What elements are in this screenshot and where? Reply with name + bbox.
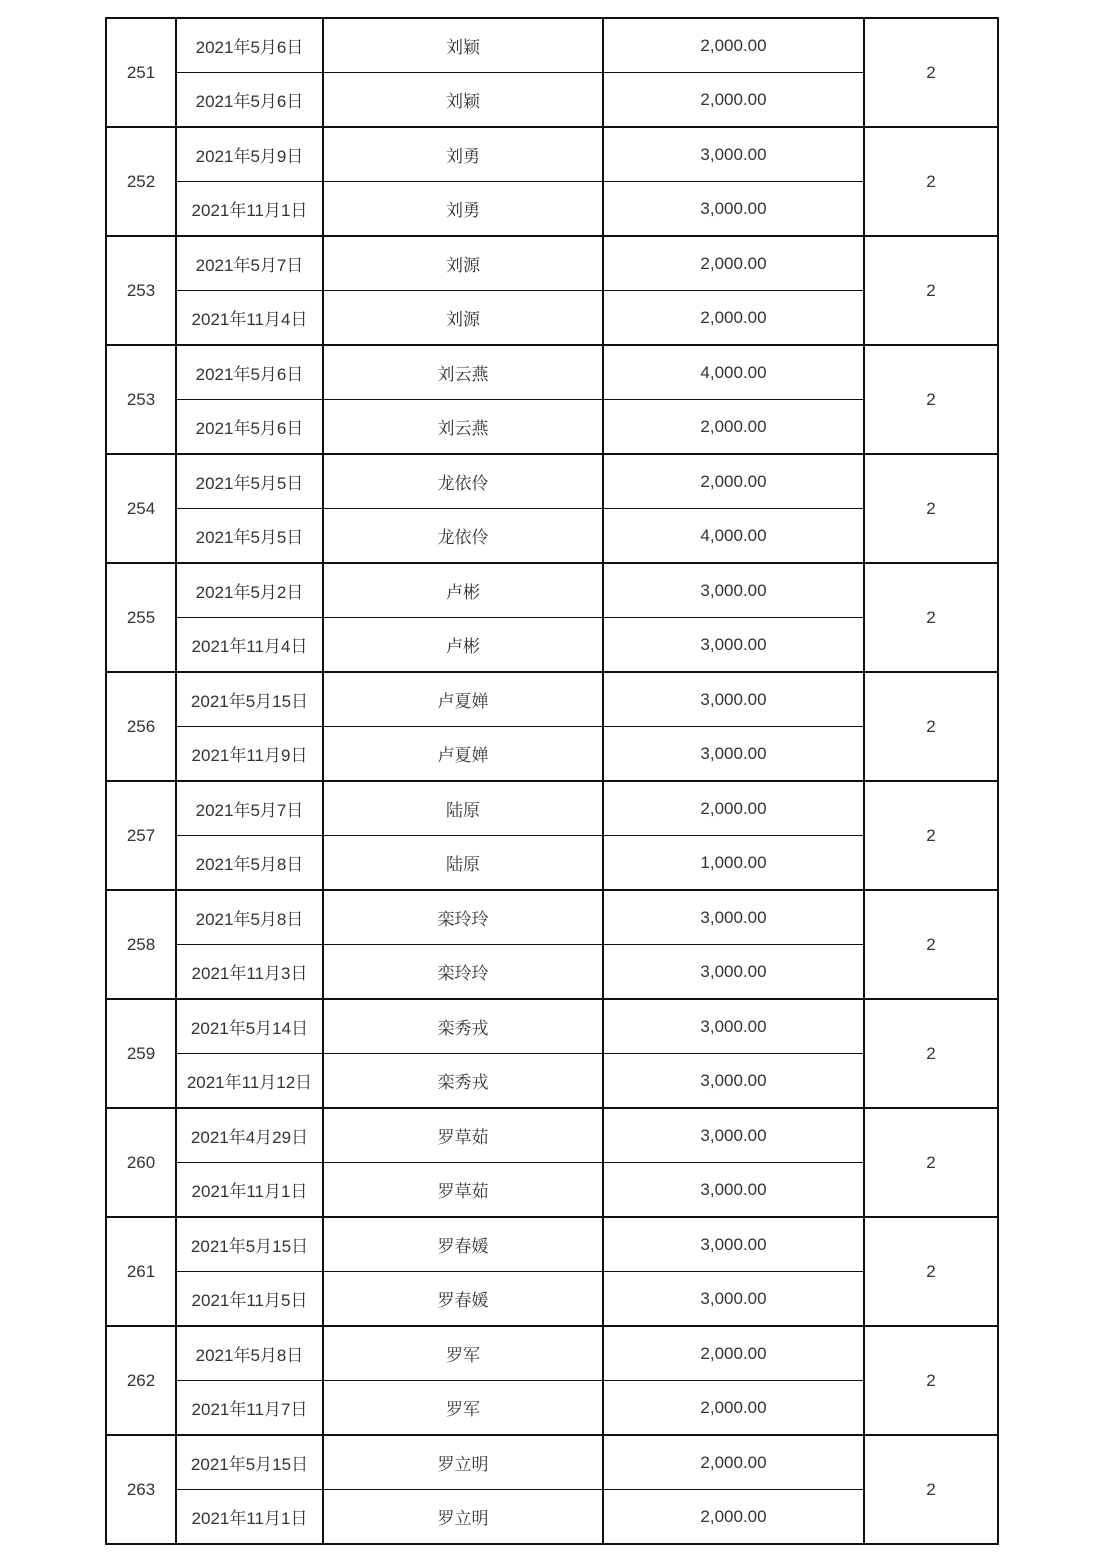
date-cell: 2021年5月2日 xyxy=(176,563,323,618)
date-cell: 2021年11月5日 xyxy=(176,1272,323,1327)
name-cell: 栾秀戎 xyxy=(323,999,603,1054)
date-cell: 2021年5月15日 xyxy=(176,1217,323,1272)
date-cell: 2021年5月5日 xyxy=(176,509,323,564)
row-number-cell: 262 xyxy=(106,1326,176,1435)
row-number-cell: 256 xyxy=(106,672,176,781)
date-cell: 2021年5月7日 xyxy=(176,781,323,836)
name-cell: 刘云燕 xyxy=(323,345,603,400)
count-cell: 2 xyxy=(864,890,998,999)
table-row xyxy=(106,345,998,400)
name-cell: 刘勇 xyxy=(323,127,603,182)
payment-ledger-table xyxy=(105,17,999,1545)
date-cell: 2021年11月4日 xyxy=(176,291,323,346)
date-cell: 2021年11月12日 xyxy=(176,1054,323,1109)
date-cell: 2021年11月1日 xyxy=(176,1490,323,1545)
amount-cell: 3,000.00 xyxy=(603,1054,864,1109)
amount-cell: 3,000.00 xyxy=(603,945,864,1000)
name-cell: 罗军 xyxy=(323,1381,603,1436)
row-number-cell: 254 xyxy=(106,454,176,563)
count-cell: 2 xyxy=(864,563,998,672)
amount-cell: 3,000.00 xyxy=(603,127,864,182)
count-cell: 2 xyxy=(864,1108,998,1217)
table-row xyxy=(106,999,998,1054)
date-cell: 2021年5月7日 xyxy=(176,236,323,291)
date-cell: 2021年5月6日 xyxy=(176,18,323,73)
name-cell: 刘源 xyxy=(323,291,603,346)
row-number-cell: 263 xyxy=(106,1435,176,1544)
name-cell: 陆原 xyxy=(323,781,603,836)
table-row xyxy=(106,1108,998,1163)
amount-cell: 2,000.00 xyxy=(603,1381,864,1436)
name-cell: 刘源 xyxy=(323,236,603,291)
table-row xyxy=(106,236,998,291)
amount-cell: 3,000.00 xyxy=(603,1163,864,1218)
row-number-cell: 261 xyxy=(106,1217,176,1326)
amount-cell: 4,000.00 xyxy=(603,509,864,564)
amount-cell: 3,000.00 xyxy=(603,1272,864,1327)
name-cell: 刘颖 xyxy=(323,18,603,73)
table-row xyxy=(106,781,998,836)
table-row xyxy=(106,1326,998,1381)
amount-cell: 2,000.00 xyxy=(603,454,864,509)
name-cell: 刘云燕 xyxy=(323,400,603,455)
amount-cell: 3,000.00 xyxy=(603,727,864,782)
amount-cell: 2,000.00 xyxy=(603,400,864,455)
name-cell: 栾玲玲 xyxy=(323,945,603,1000)
count-cell: 2 xyxy=(864,1217,998,1326)
date-cell: 2021年11月7日 xyxy=(176,1381,323,1436)
name-cell: 龙依伶 xyxy=(323,454,603,509)
amount-cell: 3,000.00 xyxy=(603,999,864,1054)
row-number-cell: 251 xyxy=(106,18,176,127)
table-body xyxy=(106,18,998,1544)
date-cell: 2021年5月6日 xyxy=(176,345,323,400)
table-row xyxy=(106,672,998,727)
name-cell: 罗春媛 xyxy=(323,1217,603,1272)
date-cell: 2021年11月1日 xyxy=(176,1163,323,1218)
row-number-cell: 253 xyxy=(106,345,176,454)
row-number-cell: 255 xyxy=(106,563,176,672)
date-cell: 2021年5月14日 xyxy=(176,999,323,1054)
name-cell: 刘颖 xyxy=(323,73,603,128)
date-cell: 2021年5月9日 xyxy=(176,127,323,182)
name-cell: 罗草茹 xyxy=(323,1108,603,1163)
table-row xyxy=(106,563,998,618)
name-cell: 刘勇 xyxy=(323,182,603,237)
date-cell: 2021年5月8日 xyxy=(176,1326,323,1381)
date-cell: 2021年5月15日 xyxy=(176,1435,323,1490)
table-row xyxy=(106,127,998,182)
table-row xyxy=(106,1217,998,1272)
name-cell: 栾秀戎 xyxy=(323,1054,603,1109)
count-cell: 2 xyxy=(864,1435,998,1544)
name-cell: 罗立明 xyxy=(323,1435,603,1490)
name-cell: 卢彬 xyxy=(323,618,603,673)
name-cell: 罗立明 xyxy=(323,1490,603,1545)
date-cell: 2021年11月4日 xyxy=(176,618,323,673)
row-number-cell: 252 xyxy=(106,127,176,236)
date-cell: 2021年5月15日 xyxy=(176,672,323,727)
name-cell: 龙依伶 xyxy=(323,509,603,564)
table-row xyxy=(106,454,998,509)
row-number-cell: 258 xyxy=(106,890,176,999)
date-cell: 2021年5月5日 xyxy=(176,454,323,509)
amount-cell: 4,000.00 xyxy=(603,345,864,400)
row-number-cell: 257 xyxy=(106,781,176,890)
amount-cell: 2,000.00 xyxy=(603,236,864,291)
table-row xyxy=(106,890,998,945)
amount-cell: 2,000.00 xyxy=(603,291,864,346)
name-cell: 陆原 xyxy=(323,836,603,891)
amount-cell: 2,000.00 xyxy=(603,1435,864,1490)
amount-cell: 2,000.00 xyxy=(603,73,864,128)
name-cell: 罗军 xyxy=(323,1326,603,1381)
row-number-cell: 259 xyxy=(106,999,176,1108)
count-cell: 2 xyxy=(864,672,998,781)
count-cell: 2 xyxy=(864,236,998,345)
name-cell: 卢彬 xyxy=(323,563,603,618)
date-cell: 2021年11月1日 xyxy=(176,182,323,237)
count-cell: 2 xyxy=(864,781,998,890)
amount-cell: 3,000.00 xyxy=(603,182,864,237)
table-row xyxy=(106,18,998,73)
amount-cell: 3,000.00 xyxy=(603,1217,864,1272)
name-cell: 罗草茹 xyxy=(323,1163,603,1218)
count-cell: 2 xyxy=(864,1326,998,1435)
table-row xyxy=(106,1435,998,1490)
date-cell: 2021年11月3日 xyxy=(176,945,323,1000)
count-cell: 2 xyxy=(864,999,998,1108)
name-cell: 栾玲玲 xyxy=(323,890,603,945)
row-number-cell: 253 xyxy=(106,236,176,345)
date-cell: 2021年5月8日 xyxy=(176,890,323,945)
amount-cell: 3,000.00 xyxy=(603,890,864,945)
count-cell: 2 xyxy=(864,127,998,236)
amount-cell: 3,000.00 xyxy=(603,563,864,618)
amount-cell: 3,000.00 xyxy=(603,618,864,673)
amount-cell: 3,000.00 xyxy=(603,672,864,727)
name-cell: 卢夏婵 xyxy=(323,727,603,782)
amount-cell: 2,000.00 xyxy=(603,18,864,73)
count-cell: 2 xyxy=(864,454,998,563)
name-cell: 罗春媛 xyxy=(323,1272,603,1327)
amount-cell: 1,000.00 xyxy=(603,836,864,891)
date-cell: 2021年4月29日 xyxy=(176,1108,323,1163)
name-cell: 卢夏婵 xyxy=(323,672,603,727)
date-cell: 2021年5月6日 xyxy=(176,73,323,128)
date-cell: 2021年5月6日 xyxy=(176,400,323,455)
date-cell: 2021年5月8日 xyxy=(176,836,323,891)
count-cell: 2 xyxy=(864,345,998,454)
count-cell: 2 xyxy=(864,18,998,127)
amount-cell: 2,000.00 xyxy=(603,781,864,836)
amount-cell: 2,000.00 xyxy=(603,1326,864,1381)
date-cell: 2021年11月9日 xyxy=(176,727,323,782)
row-number-cell: 260 xyxy=(106,1108,176,1217)
amount-cell: 3,000.00 xyxy=(603,1108,864,1163)
amount-cell: 2,000.00 xyxy=(603,1490,864,1545)
